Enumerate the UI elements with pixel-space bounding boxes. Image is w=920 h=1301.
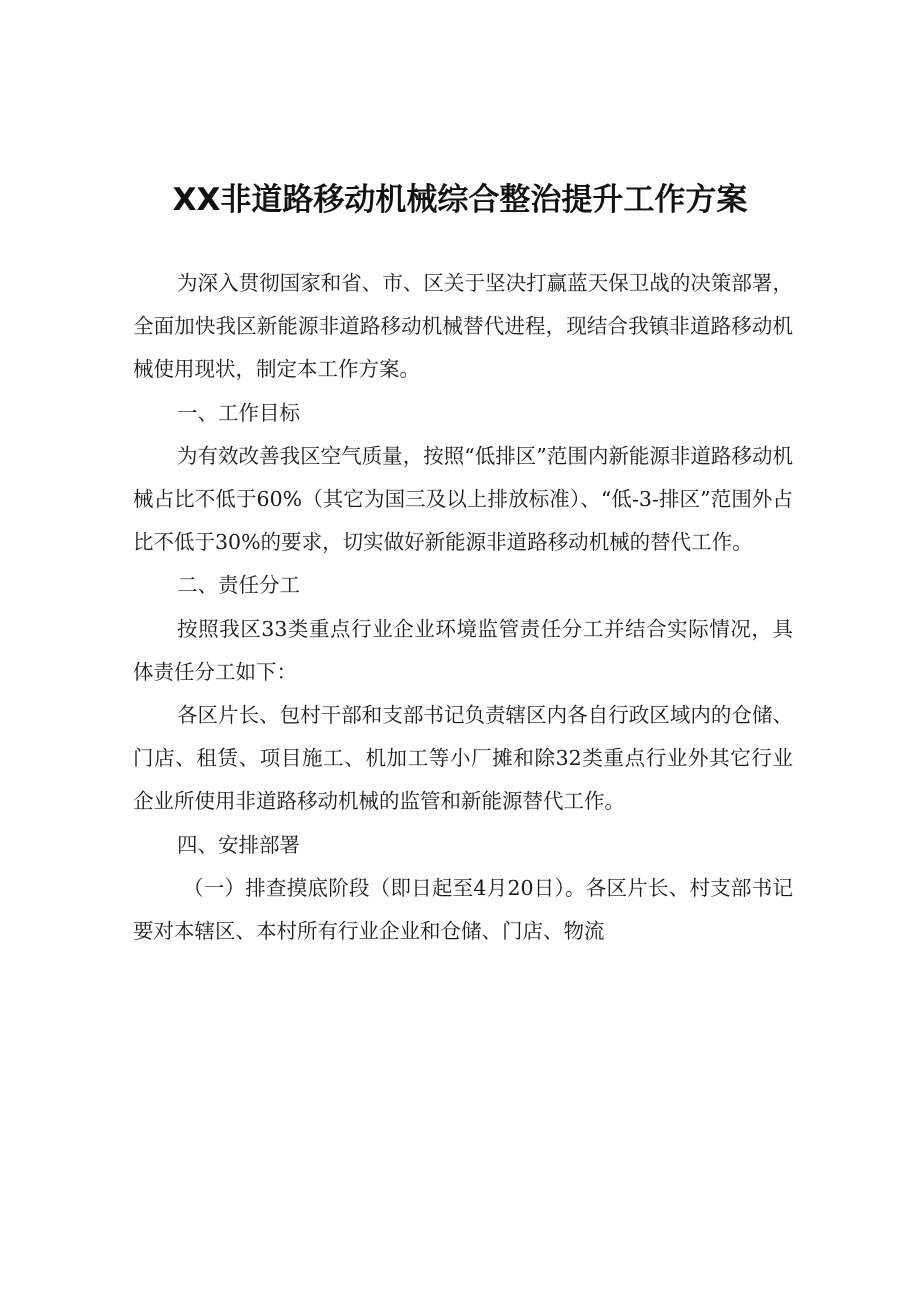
document-body (133, 262, 793, 953)
responsibilities-paragraph: 按照我区33类重点行业企业环境监管责任分工并结合实际情况，具体责任分工如下： (133, 616, 793, 684)
arrangements-paragraph: （一）排查摸底阶段（即日起至4月20日）。各区片长、村支部书记要对本辖区、本村所有行业企业和仓储、门店、物流 (133, 875, 793, 944)
goals-paragraph: 为有效改善我区空气质量，按照“低排区”范围内新能源非道路移动机械占比不低于60%（其它为国三及以上排放标准）、“低-3-排区”范围外占比不低于30%的要求，切实做好新能源非道路移动机械的替代工作。 (133, 443, 793, 555)
document-title: XX非道路移动机械综合整治提升工作方案 (172, 182, 748, 218)
responsibilities-detail-paragraph: 各区片长、包村干部和支部书记负责辖区内各自行政区域内的仓储、门店、租赁、项目施工、机加工等小厂摊和除32类重点行业外其它行业企业所使用非道路移动机械的监管和新能源替代工作。 (133, 703, 793, 814)
section-heading-goals: 一、工作目标 (177, 400, 300, 425)
intro-paragraph: 为深入贯彻国家和省、市、区关于坚决打赢蓝天保卫战的决策部署，全面加快我区新能源非道路移动机械替代进程，现结合我镇非道路移动机械使用现状，制定本工作方案。 (133, 271, 793, 382)
section-heading-responsibilities: 二、责任分工 (177, 573, 300, 598)
section-heading-arrangements: 四、安排部署 (177, 832, 300, 857)
